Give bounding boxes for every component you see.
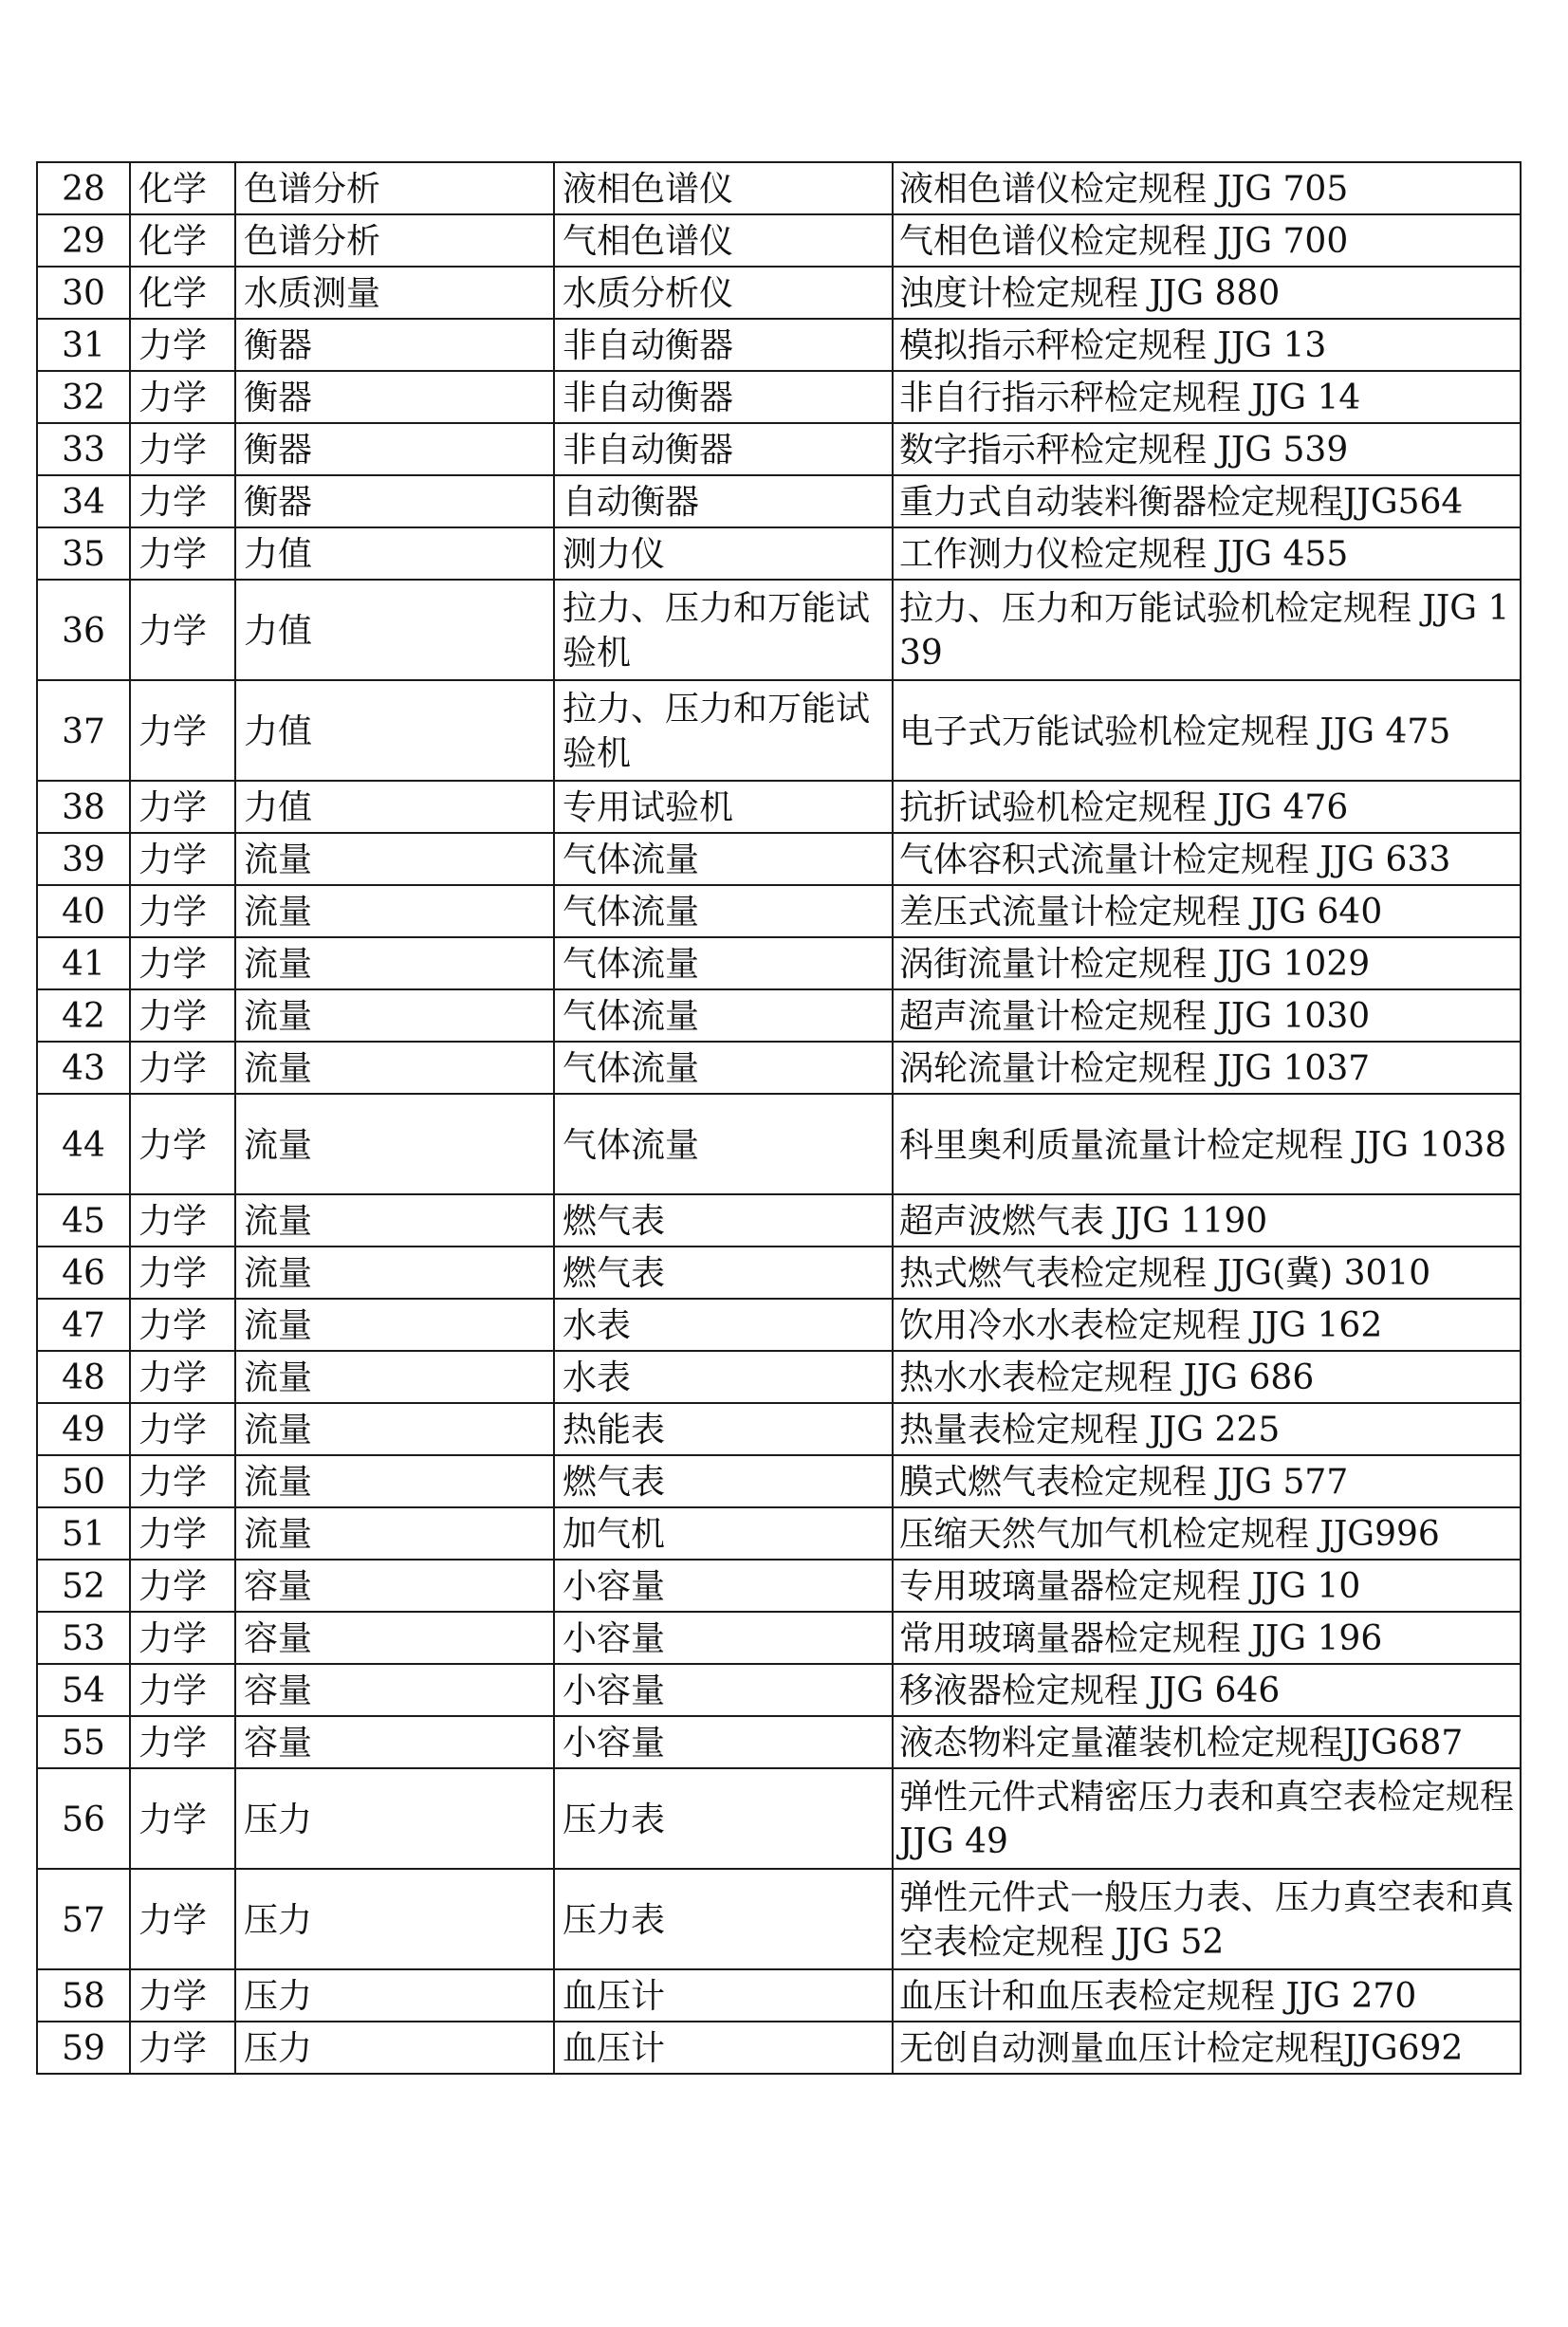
item-cell: 拉力、压力和万能试验机 <box>554 580 893 680</box>
table-row <box>37 475 1521 527</box>
category-cell: 流量 <box>235 937 554 989</box>
field-cell: 力学 <box>130 1194 235 1247</box>
category-cell: 水质测量 <box>235 267 554 319</box>
item-cell: 非自动衡器 <box>554 319 893 371</box>
item-cell: 小容量 <box>554 1612 893 1664</box>
table-row <box>37 1664 1521 1716</box>
field-cell: 力学 <box>130 781 235 833</box>
row-number: 57 <box>37 1869 130 1969</box>
row-number: 43 <box>37 1042 130 1094</box>
standard-cell: 电子式万能试验机检定规程 JJG 475 <box>893 680 1521 781</box>
row-number: 47 <box>37 1299 130 1351</box>
category-cell: 力值 <box>235 527 554 580</box>
category-cell: 容量 <box>235 1716 554 1768</box>
item-cell: 热能表 <box>554 1403 893 1455</box>
standards-table <box>36 161 1522 2075</box>
field-cell: 力学 <box>130 1969 235 2022</box>
standard-cell: 饮用冷水水表检定规程 JJG 162 <box>893 1299 1521 1351</box>
standard-cell: 抗折试验机检定规程 JJG 476 <box>893 781 1521 833</box>
field-cell: 力学 <box>130 2022 235 2074</box>
item-cell: 非自动衡器 <box>554 371 893 423</box>
row-number: 38 <box>37 781 130 833</box>
table-row <box>37 527 1521 580</box>
row-number: 49 <box>37 1403 130 1455</box>
table-row <box>37 680 1521 781</box>
item-cell: 加气机 <box>554 1507 893 1560</box>
table-row <box>37 1094 1521 1194</box>
category-cell: 压力 <box>235 1969 554 2022</box>
standard-cell: 弹性元件式一般压力表、压力真空表和真空表检定规程 JJG 52 <box>893 1869 1521 1969</box>
category-cell: 容量 <box>235 1612 554 1664</box>
standard-cell: 热量表检定规程 JJG 225 <box>893 1403 1521 1455</box>
category-cell: 流量 <box>235 1507 554 1560</box>
table-row <box>37 319 1521 371</box>
field-cell: 力学 <box>130 319 235 371</box>
table-row <box>37 1351 1521 1403</box>
standard-cell: 移液器检定规程 JJG 646 <box>893 1664 1521 1716</box>
category-cell: 容量 <box>235 1560 554 1612</box>
field-cell: 力学 <box>130 1247 235 1299</box>
row-number: 50 <box>37 1455 130 1507</box>
field-cell: 力学 <box>130 989 235 1042</box>
field-cell: 力学 <box>130 1299 235 1351</box>
standard-cell: 涡街流量计检定规程 JJG 1029 <box>893 937 1521 989</box>
row-number: 55 <box>37 1716 130 1768</box>
field-cell: 力学 <box>130 1351 235 1403</box>
field-cell: 力学 <box>130 1716 235 1768</box>
field-cell: 力学 <box>130 1042 235 1094</box>
item-cell: 气体流量 <box>554 833 893 885</box>
field-cell: 力学 <box>130 580 235 680</box>
category-cell: 流量 <box>235 1351 554 1403</box>
table-row <box>37 580 1521 680</box>
table-row <box>37 1969 1521 2022</box>
table-row <box>37 267 1521 319</box>
standard-cell: 数字指示秤检定规程 JJG 539 <box>893 423 1521 475</box>
item-cell: 拉力、压力和万能试验机 <box>554 680 893 781</box>
item-cell: 压力表 <box>554 1768 893 1869</box>
item-cell: 气体流量 <box>554 885 893 937</box>
table-row <box>37 2022 1521 2074</box>
table-row <box>37 937 1521 989</box>
row-number: 34 <box>37 475 130 527</box>
row-number: 44 <box>37 1094 130 1194</box>
field-cell: 化学 <box>130 267 235 319</box>
row-number: 31 <box>37 319 130 371</box>
table-row <box>37 1455 1521 1507</box>
standard-cell: 弹性元件式精密压力表和真空表检定规程 JJG 49 <box>893 1768 1521 1869</box>
standard-cell: 常用玻璃量器检定规程 JJG 196 <box>893 1612 1521 1664</box>
field-cell: 力学 <box>130 680 235 781</box>
category-cell: 力值 <box>235 781 554 833</box>
category-cell: 流量 <box>235 1194 554 1247</box>
field-cell: 力学 <box>130 1869 235 1969</box>
item-cell: 水质分析仪 <box>554 267 893 319</box>
category-cell: 压力 <box>235 1869 554 1969</box>
item-cell: 水表 <box>554 1299 893 1351</box>
table-row <box>37 1869 1521 1969</box>
category-cell: 色谱分析 <box>235 214 554 267</box>
row-number: 59 <box>37 2022 130 2074</box>
standard-cell: 热水水表检定规程 JJG 686 <box>893 1351 1521 1403</box>
standard-cell: 气相色谱仪检定规程 JJG 700 <box>893 214 1521 267</box>
row-number: 53 <box>37 1612 130 1664</box>
row-number: 41 <box>37 937 130 989</box>
table-row <box>37 989 1521 1042</box>
standard-cell: 无创自动测量血压计检定规程JJG692 <box>893 2022 1521 2074</box>
table-row <box>37 371 1521 423</box>
field-cell: 力学 <box>130 423 235 475</box>
category-cell: 衡器 <box>235 371 554 423</box>
row-number: 28 <box>37 162 130 214</box>
item-cell: 气体流量 <box>554 937 893 989</box>
standard-cell: 工作测力仪检定规程 JJG 455 <box>893 527 1521 580</box>
item-cell: 专用试验机 <box>554 781 893 833</box>
row-number: 32 <box>37 371 130 423</box>
category-cell: 流量 <box>235 1455 554 1507</box>
item-cell: 血压计 <box>554 2022 893 2074</box>
field-cell: 力学 <box>130 1560 235 1612</box>
row-number: 33 <box>37 423 130 475</box>
item-cell: 气相色谱仪 <box>554 214 893 267</box>
table-row <box>37 162 1521 214</box>
field-cell: 力学 <box>130 1768 235 1869</box>
category-cell: 衡器 <box>235 423 554 475</box>
field-cell: 化学 <box>130 162 235 214</box>
standard-cell: 热式燃气表检定规程 JJG(冀) 3010 <box>893 1247 1521 1299</box>
item-cell: 测力仪 <box>554 527 893 580</box>
standard-cell: 模拟指示秤检定规程 JJG 13 <box>893 319 1521 371</box>
field-cell: 力学 <box>130 885 235 937</box>
field-cell: 力学 <box>130 1664 235 1716</box>
standard-cell: 液相色谱仪检定规程 JJG 705 <box>893 162 1521 214</box>
category-cell: 流量 <box>235 1042 554 1094</box>
item-cell: 小容量 <box>554 1716 893 1768</box>
table-row <box>37 781 1521 833</box>
item-cell: 气体流量 <box>554 1042 893 1094</box>
category-cell: 流量 <box>235 1247 554 1299</box>
table-row <box>37 214 1521 267</box>
item-cell: 非自动衡器 <box>554 423 893 475</box>
standard-cell: 浊度计检定规程 JJG 880 <box>893 267 1521 319</box>
category-cell: 压力 <box>235 1768 554 1869</box>
field-cell: 化学 <box>130 214 235 267</box>
table-row <box>37 833 1521 885</box>
standard-cell: 拉力、压力和万能试验机检定规程 JJG 139 <box>893 580 1521 680</box>
item-cell: 压力表 <box>554 1869 893 1969</box>
standard-cell: 重力式自动装料衡器检定规程JJG564 <box>893 475 1521 527</box>
standard-cell: 涡轮流量计检定规程 JJG 1037 <box>893 1042 1521 1094</box>
field-cell: 力学 <box>130 1612 235 1664</box>
field-cell: 力学 <box>130 527 235 580</box>
category-cell: 色谱分析 <box>235 162 554 214</box>
field-cell: 力学 <box>130 475 235 527</box>
standard-cell: 科里奥利质量流量计检定规程 JJG 1038 <box>893 1094 1521 1194</box>
field-cell: 力学 <box>130 937 235 989</box>
item-cell: 气体流量 <box>554 989 893 1042</box>
category-cell: 流量 <box>235 885 554 937</box>
standard-cell: 专用玻璃量器检定规程 JJG 10 <box>893 1560 1521 1612</box>
item-cell: 液相色谱仪 <box>554 162 893 214</box>
item-cell: 自动衡器 <box>554 475 893 527</box>
row-number: 48 <box>37 1351 130 1403</box>
table-row <box>37 1507 1521 1560</box>
category-cell: 力值 <box>235 580 554 680</box>
standard-cell: 差压式流量计检定规程 JJG 640 <box>893 885 1521 937</box>
category-cell: 流量 <box>235 1094 554 1194</box>
table-row <box>37 1716 1521 1768</box>
item-cell: 燃气表 <box>554 1247 893 1299</box>
standard-cell: 气体容积式流量计检定规程 JJG 633 <box>893 833 1521 885</box>
category-cell: 衡器 <box>235 319 554 371</box>
standard-cell: 液态物料定量灌装机检定规程JJG687 <box>893 1716 1521 1768</box>
standard-cell: 超声波燃气表 JJG 1190 <box>893 1194 1521 1247</box>
table-row <box>37 1403 1521 1455</box>
item-cell: 小容量 <box>554 1664 893 1716</box>
row-number: 42 <box>37 989 130 1042</box>
row-number: 36 <box>37 580 130 680</box>
category-cell: 力值 <box>235 680 554 781</box>
table-row <box>37 1768 1521 1869</box>
row-number: 54 <box>37 1664 130 1716</box>
row-number: 30 <box>37 267 130 319</box>
field-cell: 力学 <box>130 833 235 885</box>
standard-cell: 压缩天然气加气机检定规程 JJG996 <box>893 1507 1521 1560</box>
row-number: 51 <box>37 1507 130 1560</box>
field-cell: 力学 <box>130 1403 235 1455</box>
field-cell: 力学 <box>130 371 235 423</box>
row-number: 40 <box>37 885 130 937</box>
row-number: 37 <box>37 680 130 781</box>
table-row <box>37 1247 1521 1299</box>
standard-cell: 超声流量计检定规程 JJG 1030 <box>893 989 1521 1042</box>
row-number: 58 <box>37 1969 130 2022</box>
category-cell: 衡器 <box>235 475 554 527</box>
category-cell: 容量 <box>235 1664 554 1716</box>
category-cell: 流量 <box>235 833 554 885</box>
category-cell: 压力 <box>235 2022 554 2074</box>
item-cell: 气体流量 <box>554 1094 893 1194</box>
row-number: 35 <box>37 527 130 580</box>
row-number: 29 <box>37 214 130 267</box>
row-number: 52 <box>37 1560 130 1612</box>
standard-cell: 非自行指示秤检定规程 JJG 14 <box>893 371 1521 423</box>
standard-cell: 血压计和血压表检定规程 JJG 270 <box>893 1969 1521 2022</box>
row-number: 46 <box>37 1247 130 1299</box>
category-cell: 流量 <box>235 1299 554 1351</box>
item-cell: 燃气表 <box>554 1194 893 1247</box>
table-row <box>37 1560 1521 1612</box>
row-number: 56 <box>37 1768 130 1869</box>
category-cell: 流量 <box>235 1403 554 1455</box>
row-number: 39 <box>37 833 130 885</box>
item-cell: 水表 <box>554 1351 893 1403</box>
table-row <box>37 423 1521 475</box>
row-number: 45 <box>37 1194 130 1247</box>
item-cell: 小容量 <box>554 1560 893 1612</box>
field-cell: 力学 <box>130 1094 235 1194</box>
item-cell: 燃气表 <box>554 1455 893 1507</box>
table-row <box>37 1194 1521 1247</box>
standard-cell: 膜式燃气表检定规程 JJG 577 <box>893 1455 1521 1507</box>
field-cell: 力学 <box>130 1455 235 1507</box>
item-cell: 血压计 <box>554 1969 893 2022</box>
table-row <box>37 1299 1521 1351</box>
table-row <box>37 1612 1521 1664</box>
table-row <box>37 885 1521 937</box>
field-cell: 力学 <box>130 1507 235 1560</box>
category-cell: 流量 <box>235 989 554 1042</box>
table-row <box>37 1042 1521 1094</box>
